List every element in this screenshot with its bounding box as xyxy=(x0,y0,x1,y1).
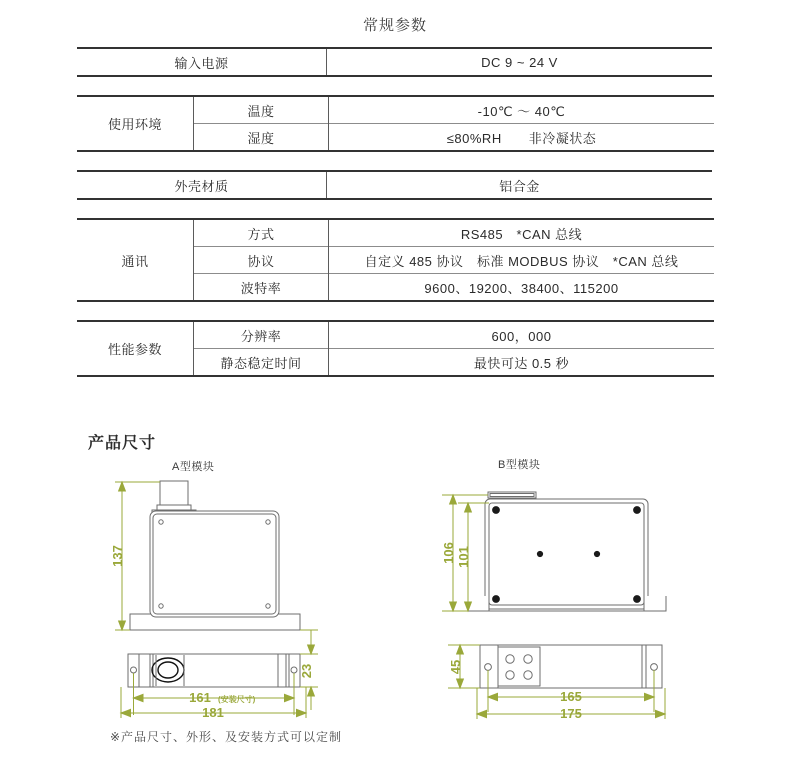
table-row xyxy=(77,96,714,124)
dim-label-175: 175 xyxy=(560,706,582,720)
spec-block-power xyxy=(77,47,712,77)
connector-flange xyxy=(157,505,191,510)
table-row xyxy=(77,219,714,247)
dim-label-101: 101 xyxy=(456,546,471,568)
spec-sub-protocol: 协议 xyxy=(194,247,329,274)
spec-value-temperature: -10℃ ～ 40℃ xyxy=(329,96,715,124)
dim-label-165: 165 xyxy=(560,689,582,704)
corner-screw-icon xyxy=(493,507,500,514)
module-a-body-inner xyxy=(153,514,276,614)
spec-sub-mode: 方式 xyxy=(194,219,329,247)
connector-strip-inner xyxy=(490,494,534,497)
spec-value-humidity: ≤80%RH 非冷凝状态 xyxy=(329,124,715,152)
dimensions-heading: 产品尺寸 xyxy=(88,435,157,452)
module-a-side-view xyxy=(128,654,300,687)
spec-value-baudrate: 9600、19200、38400、115200 xyxy=(329,274,715,302)
spec-label-performance: 性能参数 xyxy=(107,342,162,357)
module-b-drawing xyxy=(430,470,720,720)
spec-block-performance xyxy=(77,320,714,377)
connector-body xyxy=(160,481,188,505)
connector-panel xyxy=(498,647,540,686)
spec-value-housing: 铝合金 xyxy=(327,171,713,199)
corner-screw-icon xyxy=(634,507,641,514)
spec-value-mode: RS485 *CAN 总线 xyxy=(329,219,715,247)
spec-value-resolution: 600，000 xyxy=(329,321,715,349)
spec-value-settling-time: 最快可达 0.5 秒 xyxy=(329,349,715,377)
module-a-drawing xyxy=(100,470,390,720)
dim-label-45: 45 xyxy=(448,659,463,675)
spec-sub-humidity: 湿度 xyxy=(194,124,329,152)
spec-sub-baudrate: 波特率 xyxy=(194,274,329,302)
dim-label-23: 23 xyxy=(299,663,314,679)
corner-screw-icon xyxy=(634,596,641,603)
spec-block-housing xyxy=(77,170,712,200)
spec-block-environment xyxy=(77,95,714,152)
corner-screw-icon xyxy=(493,596,500,603)
spec-label-housing: 外壳材质 xyxy=(174,178,229,194)
customization-note: ※产品尺寸、外形、及安装方式可以定制 xyxy=(110,730,343,744)
page-title: 常规参数 xyxy=(362,17,427,34)
dim-label-181: 181 xyxy=(202,705,224,720)
spec-sub-settling-time: 静态稳定时间 xyxy=(194,349,329,377)
dim-label-161-note: (安装尺寸) xyxy=(218,695,256,704)
table-row xyxy=(77,48,712,76)
spec-label-communication: 通讯 xyxy=(121,253,149,269)
spec-block-communication xyxy=(77,218,714,302)
dim-label-161: 161 xyxy=(189,690,211,705)
specifications-table xyxy=(77,47,712,377)
dim-label-137: 137 xyxy=(110,545,125,567)
mounting-flange-right xyxy=(644,596,666,611)
module-a-label: A型模块 xyxy=(172,461,215,473)
spec-value-power: DC 9 ~ 24 V xyxy=(327,48,713,76)
spec-label-power: 输入电源 xyxy=(174,55,229,71)
spec-value-protocol: 自定义 485 协议 标准 MODBUS 协议 *CAN 总线 xyxy=(329,247,715,274)
spec-sub-temperature: 温度 xyxy=(194,96,329,124)
face-screw-icon xyxy=(594,551,599,556)
face-screw-icon xyxy=(537,551,542,556)
module-b-body-inner xyxy=(489,503,644,605)
spec-label-environment: 使用环境 xyxy=(107,117,162,132)
table-row xyxy=(77,321,714,349)
dim-label-106: 106 xyxy=(441,542,456,564)
spec-sub-resolution: 分辨率 xyxy=(194,321,329,349)
module-b-label: B型模块 xyxy=(498,459,541,471)
table-row xyxy=(77,171,712,199)
